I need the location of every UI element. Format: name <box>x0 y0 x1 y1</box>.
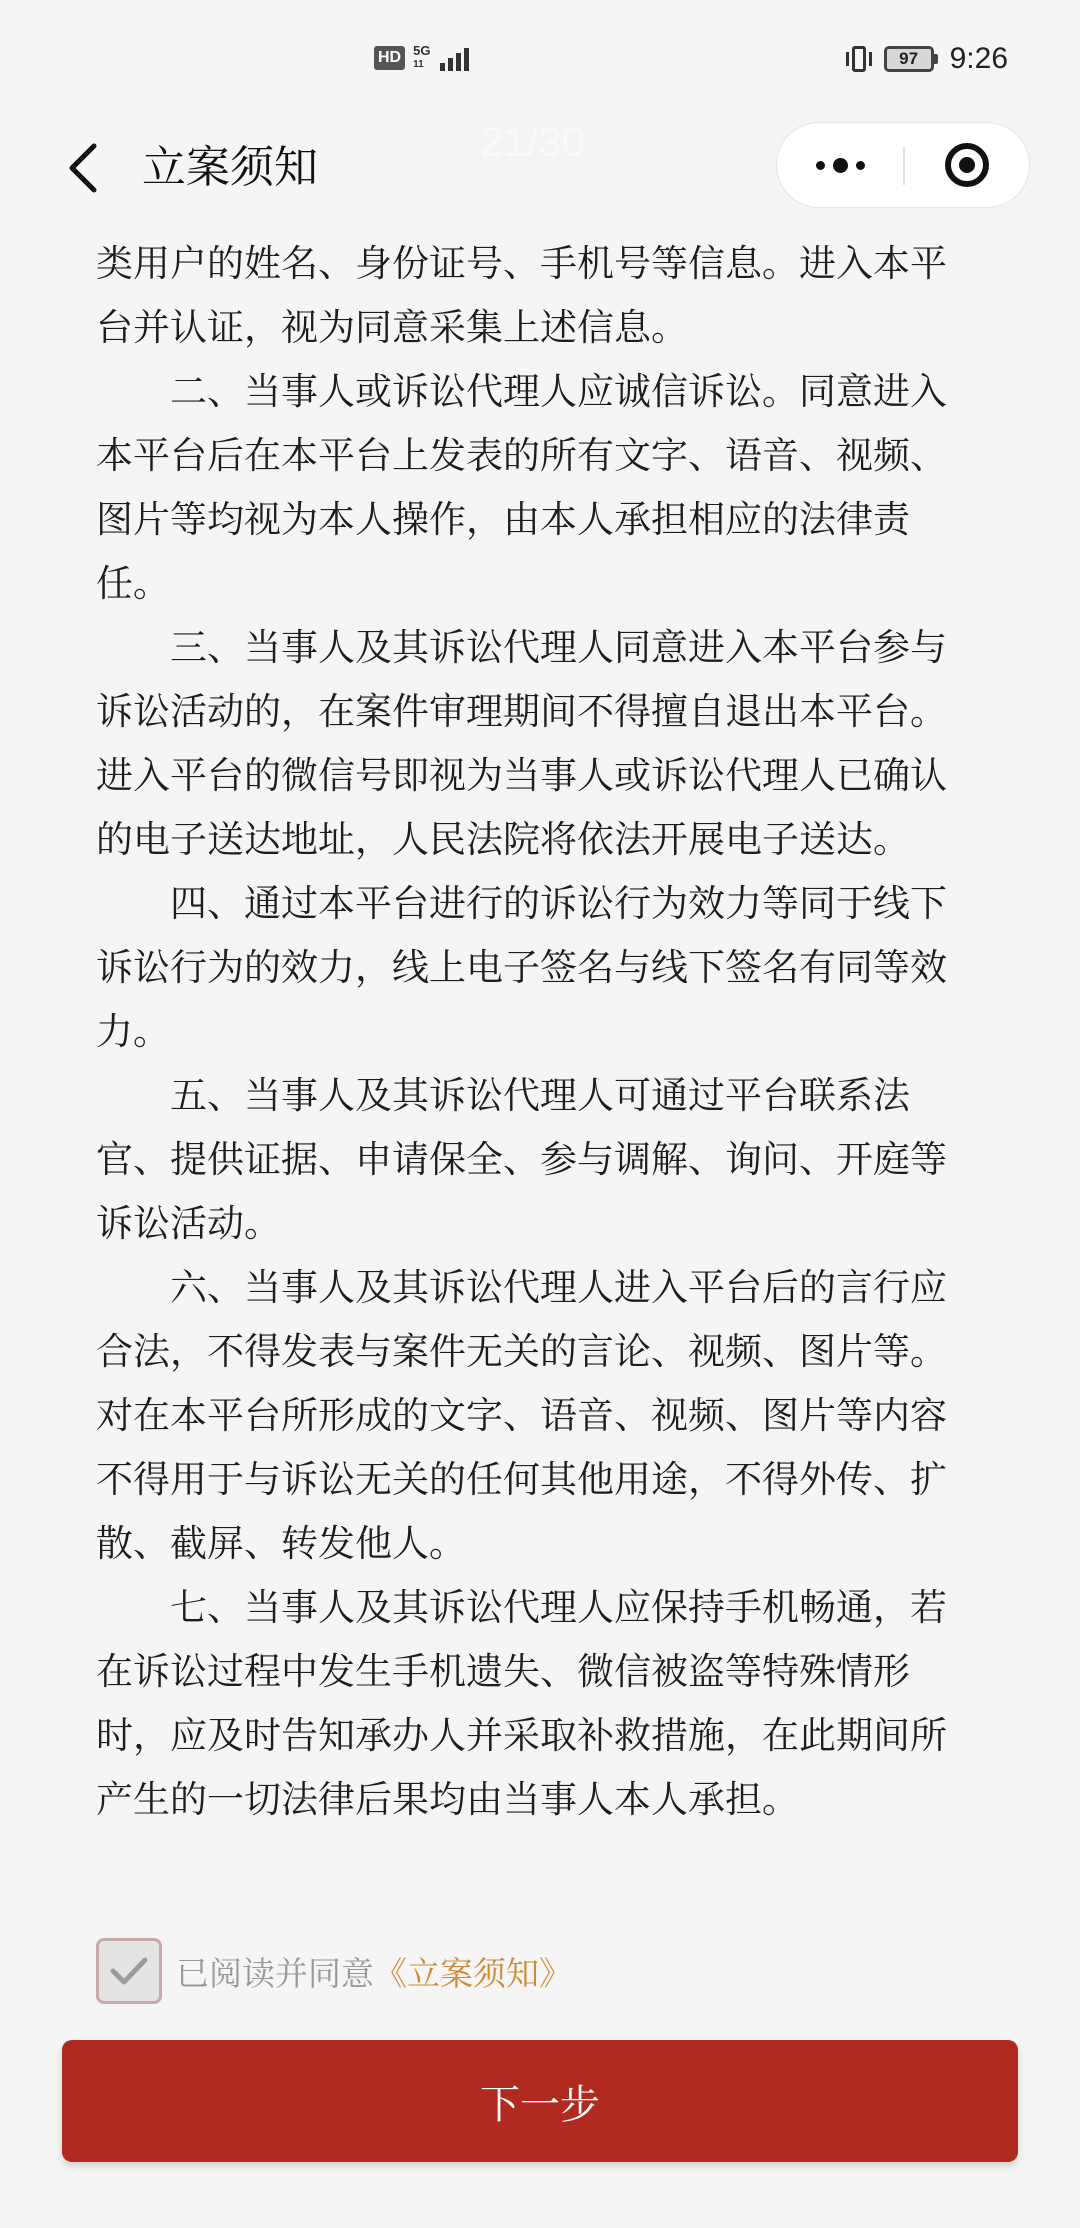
paragraph-6: 六、当事人及其诉讼代理人进入平台后的言行应合法，不得发表与案件无关的言论、视频、图片等。对在本平台所形成的文字、语音、视频、图片等内容不得用于与诉讼无关的任何其他用途，不得外传、扩散、截屏、转发他人。 <box>96 1266 947 1565</box>
close-target-icon <box>945 143 989 187</box>
more-dots-icon <box>816 158 865 173</box>
network-sub-label: 11 <box>413 59 424 70</box>
network-label: 5G <box>413 43 431 58</box>
network-type <box>413 44 430 72</box>
vibrate-icon <box>846 46 872 72</box>
checkmark-icon <box>109 1955 149 1987</box>
page-title: 立案须知 <box>142 142 318 193</box>
paragraph-continued: 类用户的姓名、身份证号、手机号等信息。进入本平台并认证，视为同意采集上述信息。 <box>96 242 947 349</box>
back-arrow-icon <box>60 140 110 196</box>
battery-icon <box>884 46 938 72</box>
agree-label: 已阅读并同意 <box>176 1953 374 1993</box>
next-step-button[interactable]: 下一步 <box>62 2040 1018 2162</box>
paragraph-4: 四、通过本平台进行的诉讼行为效力等同于线下诉讼行为的效力，线上电子签名与线下签名有同等效力。 <box>96 882 947 1053</box>
status-right <box>846 42 1008 76</box>
more-button[interactable] <box>777 123 903 207</box>
notice-content <box>96 232 976 1832</box>
agreement-row <box>96 1936 572 2006</box>
page-counter: 21/30 <box>480 118 586 165</box>
network-status <box>374 44 469 72</box>
battery-level: 97 <box>884 46 934 72</box>
notice-link[interactable]: 《立案须知》 <box>374 1953 572 1993</box>
clock: 9:26 <box>949 42 1008 75</box>
paragraph-2: 二、当事人或诉讼代理人应诚信诉讼。同意进入本平台后在本平台上发表的所有文字、语音、视频、图片等均视为本人操作，由本人承担相应的法律责任。 <box>96 370 947 605</box>
nav-bar <box>0 118 1080 218</box>
agree-checkbox[interactable] <box>96 1938 162 2004</box>
paragraph-5: 五、当事人及其诉讼代理人可通过平台联系法官、提供证据、申请保全、参与调解、询问、开庭等诉讼活动。 <box>96 1074 947 1245</box>
paragraph-3: 三、当事人及其诉讼代理人同意进入本平台参与诉讼活动的，在案件审理期间不得擅自退出本平台。进入平台的微信号即视为当事人或诉讼代理人已确认的电子送达地址，人民法院将依法开展电子送达。 <box>96 626 947 861</box>
signal-icon <box>440 45 469 71</box>
hd-badge: HD <box>374 46 405 70</box>
paragraph-7: 七、当事人及其诉讼代理人应保持手机畅通，若在诉讼过程中发生手机遗失、微信被盗等特殊情形时，应及时告知承办人并采取补救措施，在此期间所产生的一切法律后果均由当事人本人承担。 <box>96 1586 947 1821</box>
back-button[interactable] <box>60 140 110 196</box>
mini-program-capsule <box>776 122 1030 208</box>
close-button[interactable] <box>905 123 1029 207</box>
status-bar <box>0 0 1080 128</box>
